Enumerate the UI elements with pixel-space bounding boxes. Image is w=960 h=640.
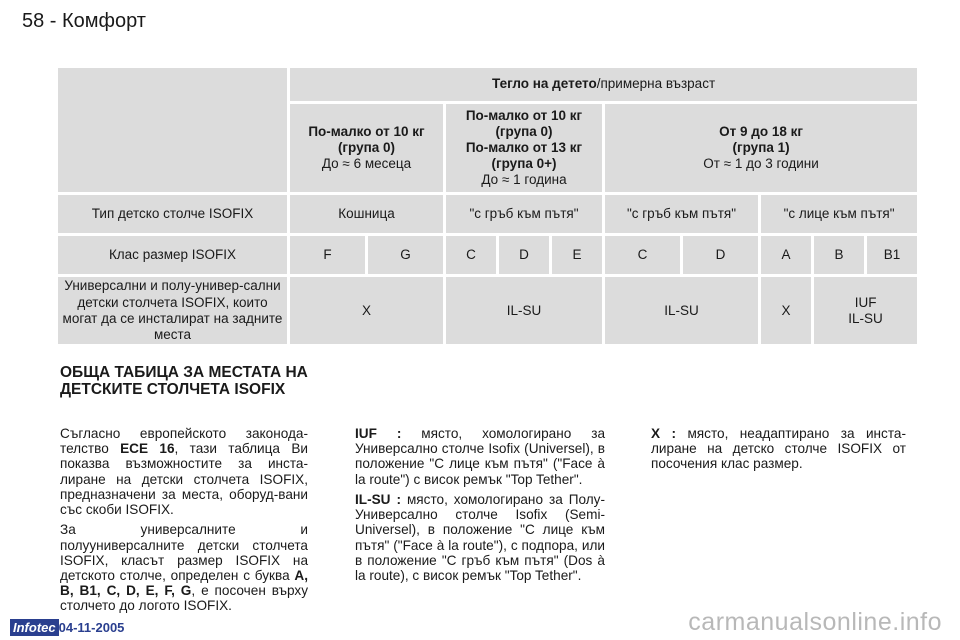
paragraph: За универсалните и полууниверсалните детски столчета ISOFIX, класът размер ISOFIX на детското столче, определен с буква A, B, B1, C, D, E, F, G, е посочен върху столчето до логото ISOFIX. <box>60 522 309 614</box>
type-cell: "с лице към пътя" <box>761 195 917 233</box>
universal-cell: IL-SU <box>446 277 602 344</box>
class-cell: A <box>761 236 811 274</box>
class-row-label: Клас размер ISOFIX <box>58 236 287 274</box>
class-cell: C <box>446 236 496 274</box>
class-cell: F <box>290 236 365 274</box>
class-cell: G <box>368 236 443 274</box>
isofix-table <box>55 65 920 347</box>
page-title: 58 - Комфорт <box>22 10 146 32</box>
universal-cell-last: IUF IL-SU <box>814 277 917 344</box>
group1-header: От 9 до 18 кг (група 1) От ≈ 1 до 3 години <box>605 104 917 192</box>
type-cell: "с гръб към пътя" <box>605 195 758 233</box>
table-corner-cell <box>58 68 287 192</box>
watermark: carmanualsonline.info <box>688 608 942 636</box>
footer <box>10 619 124 636</box>
type-cell: Кошница <box>290 195 443 233</box>
infotec-logo: Infotec <box>10 619 59 636</box>
text-column-3 <box>651 426 906 477</box>
text-column-1 <box>60 426 308 619</box>
weight-header: Тегло на детето/примерна възраст <box>290 68 917 101</box>
paragraph: X : място, неадаптирано за инста-лиране на детско столче ISOFIX от посочения клас размер. <box>651 426 907 472</box>
text-column-2 <box>355 426 605 588</box>
universal-cell: IL-SU <box>605 277 758 344</box>
universal-cell: X <box>290 277 443 344</box>
class-cell: C <box>605 236 680 274</box>
group0plus-header: По-малко от 10 кг (група 0) По-малко от 13 кг (група 0+) До ≈ 1 година <box>446 104 602 192</box>
class-cell: D <box>499 236 549 274</box>
paragraph: IUF : място, хомологирано за Универсално столче Isofix (Universel), в положение "С лице към пътя" ("Face à la route") с висок ремък "Top Tether". <box>355 426 605 487</box>
universal-cell: X <box>761 277 811 344</box>
group0-header: По-малко от 10 кг (група 0) До ≈ 6 месеца <box>290 104 443 192</box>
universal-row-label: Универсални и полу-универ-сални детски столчета ISOFIX, които могат да се инсталират на задните места <box>58 277 287 344</box>
type-row-label: Тип детско столче ISOFIX <box>58 195 287 233</box>
class-cell: B <box>814 236 864 274</box>
footer-date: 04-11-2005 <box>58 620 125 635</box>
class-cell: B1 <box>867 236 917 274</box>
section-title: ОБЩА ТАБИЦА ЗА МЕСТАТА НА ДЕТСКИТЕ СТОЛЧЕТА ISOFIX <box>60 364 308 399</box>
class-cell: D <box>683 236 758 274</box>
type-cell: "с гръб към пътя" <box>446 195 602 233</box>
class-cell: E <box>552 236 602 274</box>
paragraph: Съгласно европейското законода-телство ECE 16, тази таблица Ви показва възможностите за инста-лиране на детски столчета ISOFIX, предназначени за места, оборуд-вани със скоби ISOFIX. <box>60 426 308 518</box>
paragraph: IL-SU : място, хомологирано за Полу-Универсално столче Isofix (Semi-Universel), в положение "С лице към пътя" ("Face à la route"), с подпора, или в положение "С гръб към пътя" (Dos à la route), с висок ремък "Top Tether". <box>355 491 605 583</box>
